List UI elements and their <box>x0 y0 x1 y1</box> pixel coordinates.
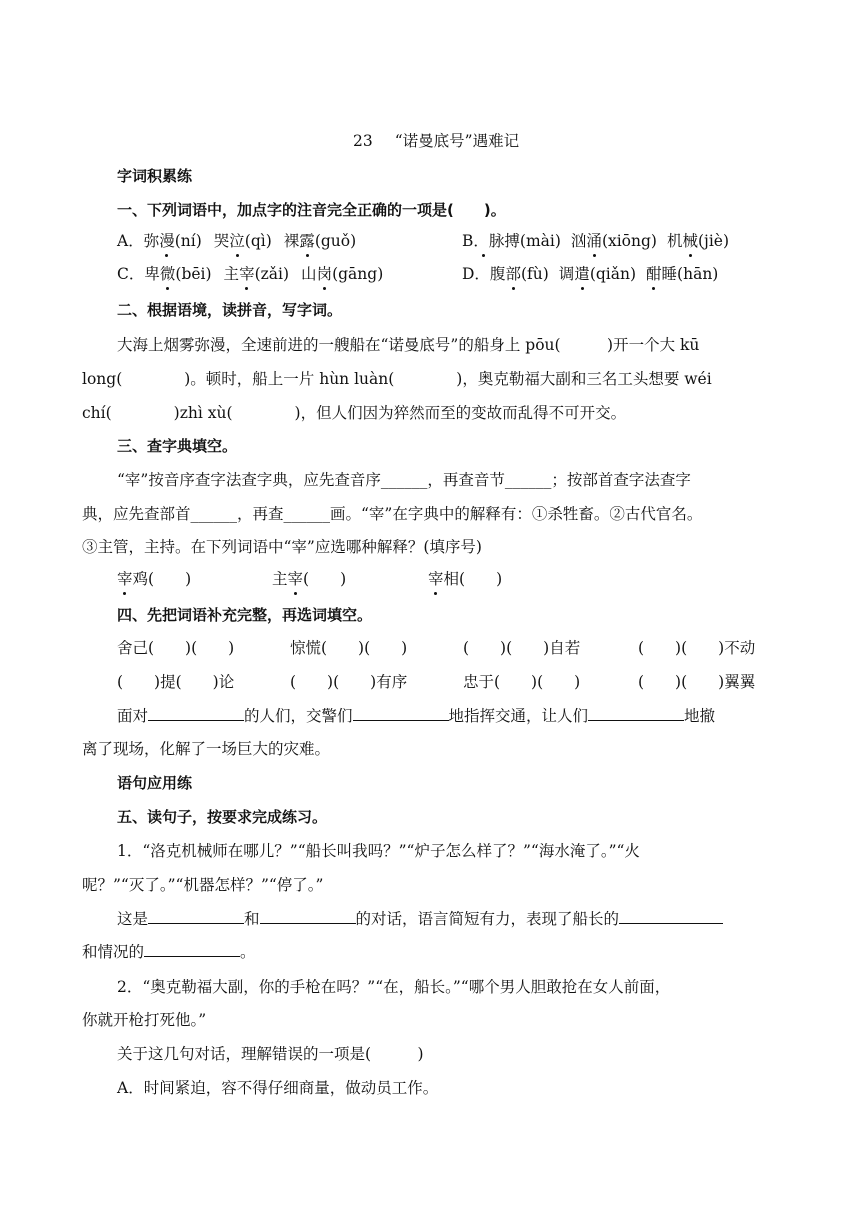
question-5-part-1-fill-line-2: 和情况的 。 <box>82 943 256 961</box>
page-title: 23 “诺曼底号”遇难记 <box>353 132 520 150</box>
idiom-blank: 忠于( )( ) <box>463 673 581 691</box>
question-3-line-3: ③主管，主持。在下列词语中“宰”应选哪种解释？(填序号) <box>82 538 482 556</box>
idiom-blank: ( )( )翼翼 <box>638 673 756 691</box>
question-5-part-1-line-1: 1．“洛克机械师在哪儿？”“船长叫我吗？”“炉子怎么样了？”“海水淹了。”“火 <box>117 842 640 860</box>
idiom-blank: ( )提( )论 <box>117 673 235 691</box>
question-2-line-2: long( )。顿时，船上一片 hùn luàn( )，奥克勒福大副和三名工头想要 wéi <box>82 370 712 388</box>
question-5-part-2-line-1: 2．“奥克勒福大副，你的手枪在吗？”“在，船长。”“哪个男人胆敢抢在女人前面， <box>117 978 671 996</box>
idiom-blank: ( )( )有序 <box>290 673 408 691</box>
question-3-word-3: 宰相( ) <box>428 570 503 588</box>
question-4-stem: 四、先把词语补充完整，再选词填空。 <box>117 606 373 624</box>
question-1-option-a: A．弥漫(ní) 哭泣(qì) 裸露(guǒ) <box>117 232 357 250</box>
question-3-line-1: “宰”按音序查字法查字典，应先查音序______，再查音节______；按部首查字法查字 <box>117 471 691 489</box>
question-3-word-2: 主宰( ) <box>272 570 347 588</box>
question-1-option-d: D．腹部(fù) 调遣(qiǎn) 酣睡(hān) <box>462 265 719 283</box>
question-5-part-2-question: 关于这几句对话，理解错误的一项是( ) <box>117 1045 424 1063</box>
question-4-sentence-line-2: 离了现场，化解了一场巨大的灾难。 <box>82 740 331 758</box>
idiom-blank: ( )( )不动 <box>638 639 756 657</box>
question-5-part-2-line-2: 你就开枪打死他。” <box>82 1011 207 1029</box>
question-2-stem: 二、根据语境，读拼音，写字词。 <box>117 301 343 319</box>
question-3-stem: 三、查字典填空。 <box>117 437 238 455</box>
question-1-stem: 一、下列词语中，加点字的注音完全正确的一项是( )。 <box>117 201 506 219</box>
question-2-line-3: chí( )zhì xù( )，但人们因为猝然而至的变故而乱得不可开交。 <box>82 404 627 422</box>
question-5-stem: 五、读句子，按要求完成练习。 <box>117 808 328 826</box>
question-3-word-1: 宰鸡( ) <box>117 570 192 588</box>
question-3-line-2: 典，应先查部首______，再查______画。“宰”在字典中的解释有：①杀牲畜。②古代官名。 <box>82 505 703 523</box>
section-heading-sentences: 语句应用练 <box>117 774 193 792</box>
idiom-blank: 舍己( )( ) <box>117 639 235 657</box>
question-4-sentence-line-1: 面对 的人们，交警们 地指挥交通，让人们 地撤 <box>117 707 716 725</box>
question-1-option-b: B．脉搏(mài) 汹涌(xiōng) 机械(jiè) <box>462 232 730 250</box>
question-1-option-c: C．卑微(bēi) 主宰(zǎi) 山岗(gāng) <box>117 265 384 283</box>
question-2-line-1: 大海上烟雾弥漫，全速前进的一艘船在“诺曼底号”的船身上 pōu( )开一个大 kū <box>117 336 700 354</box>
question-5-part-1-fill-line-1: 这是 和 的对话，语言简短有力，表现了船长的 <box>117 908 723 930</box>
idiom-blank: ( )( )自若 <box>463 639 581 657</box>
section-heading-vocabulary: 字词积累练 <box>117 167 193 185</box>
question-5-part-1-line-2: 呢？”“灭了。”“机器怎样？”“停了。” <box>82 876 324 894</box>
question-5-part-2-option-a: A．时间紧迫，容不得仔细商量，做动员工作。 <box>117 1079 439 1097</box>
idiom-blank: 惊慌( )( ) <box>290 639 408 657</box>
